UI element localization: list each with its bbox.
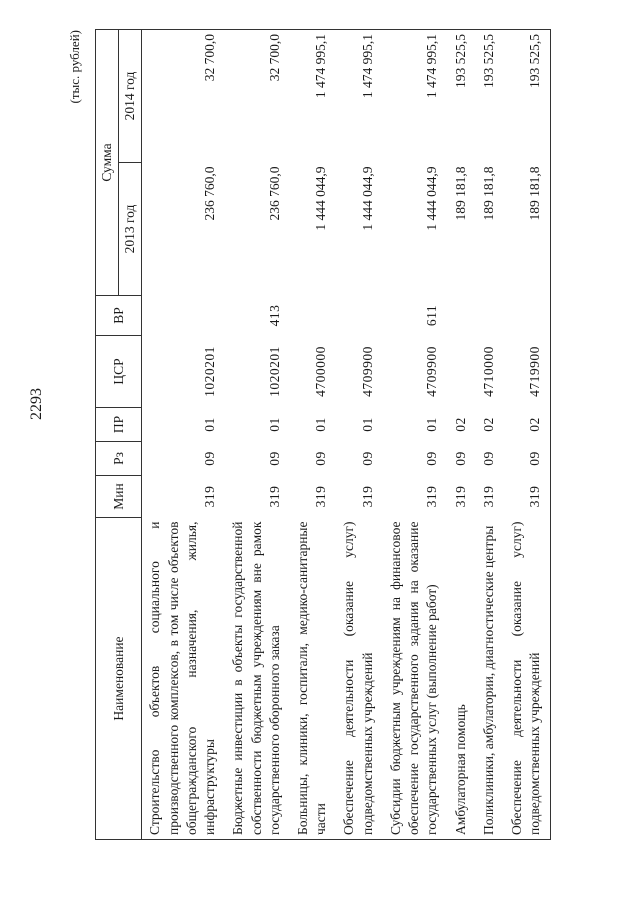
row-min: 319 [424, 485, 440, 508]
row-min: 319 [359, 485, 375, 508]
row-pr: 01 [313, 417, 329, 432]
row-pr: 02 [480, 417, 496, 432]
row-2014: 193 525,5 [448, 29, 476, 162]
row-name: Обеспечение деятельности (оказание услуг) подведомственных учреждений [504, 518, 551, 840]
row-2014: 1 474 995,1 [336, 29, 382, 162]
row-vr [290, 296, 336, 336]
row-csr [448, 336, 476, 408]
row-csr: 4710000 [480, 346, 496, 397]
row-2014: 1 474 995,1 [383, 29, 448, 162]
row-2013: 189 181,8 [452, 166, 468, 221]
rotated-document [67, 30, 545, 840]
header-pr: ПР [96, 408, 142, 442]
row-min: 319 [313, 485, 329, 508]
row-csr: 4700000 [313, 346, 329, 397]
row-2013: 1 444 044,9 [359, 166, 375, 231]
row-2014: 1 474 995,1 [290, 29, 336, 162]
row-vr [504, 296, 551, 336]
header-min: Мин [96, 476, 142, 518]
row-2013: 1 444 044,9 [313, 166, 329, 231]
row-pr: 02 [504, 408, 551, 442]
header-sum: Сумма [96, 29, 119, 295]
row-2013: 1 444 044,9 [424, 166, 440, 231]
row-min: 319 [266, 485, 282, 508]
row-name: Строительство объектов социального и производственного комплексов, в том числе объектов общегражданского назначения, жилья, инфраструктуры [142, 518, 225, 840]
row-csr: 1020201 [266, 346, 282, 397]
header-rz: Рз [96, 442, 142, 476]
row-rz: 09 [266, 451, 282, 466]
row-name: Обеспечение деятельности (оказание услуг) подведомственных учреждений [336, 518, 382, 840]
row-csr: 1020201 [202, 346, 218, 397]
row-2014: 193 525,5 [476, 29, 504, 162]
row-2013: 189 181,8 [504, 163, 551, 296]
table-row [336, 29, 382, 839]
row-name: Больницы, клиники, госпитали, медико-санитарные части [290, 518, 336, 840]
row-min: 319 [452, 485, 468, 508]
row-csr: 4709900 [424, 346, 440, 397]
row-name: Амбулаторная помощь [448, 518, 476, 840]
header-2013: 2013 год [119, 163, 142, 296]
row-pr: 01 [202, 417, 218, 432]
row-min: 319 [202, 485, 218, 508]
row-name: Бюджетные инвестиции в объекты государственной собственности бюджетным учреждениям вне рамок государственного оборонного заказа [225, 518, 290, 840]
row-pr: 01 [424, 417, 440, 432]
row-vr: 413 [266, 304, 282, 327]
row-rz: 09 [424, 451, 440, 466]
row-rz: 09 [202, 451, 218, 466]
table-row [142, 29, 225, 839]
row-pr: 01 [359, 417, 375, 432]
row-rz: 09 [504, 442, 551, 476]
table-row [383, 29, 448, 839]
budget-table [95, 29, 551, 840]
row-csr: 4709900 [359, 346, 375, 397]
table-row [225, 29, 290, 839]
row-name: Субсидии бюджетным учреждениям на финансовое обеспечение государственного задания на оказание государственных услуг (выполнение работ) [383, 518, 448, 840]
table-row [290, 29, 336, 839]
row-2013: 236 760,0 [202, 166, 218, 221]
row-2014: 32 700,0 [142, 29, 225, 162]
units-label: (тыс. рублей) [67, 30, 82, 104]
row-2013: 189 181,8 [480, 166, 496, 221]
header-name: Наименование [96, 518, 142, 840]
header-csr: ЦСР [96, 336, 142, 408]
row-vr [336, 296, 382, 336]
table-row [448, 29, 476, 839]
row-min: 319 [480, 485, 496, 508]
row-csr: 4719900 [504, 336, 551, 408]
row-2013: 236 760,0 [266, 166, 282, 221]
row-2014: 193 525,5 [504, 29, 551, 162]
header-vr: ВР [96, 296, 142, 336]
row-rz: 09 [480, 451, 496, 466]
row-vr [142, 296, 225, 336]
row-vr [448, 296, 476, 336]
row-rz: 09 [452, 451, 468, 466]
row-rz: 09 [313, 451, 329, 466]
table-row [504, 29, 551, 839]
table-row [476, 29, 504, 839]
row-2014: 32 700,0 [225, 29, 290, 162]
row-pr: 01 [266, 417, 282, 432]
row-vr [476, 296, 504, 336]
row-pr: 02 [452, 417, 468, 432]
row-rz: 09 [359, 451, 375, 466]
row-vr: 611 [424, 304, 440, 327]
header-2014: 2014 год [119, 29, 142, 162]
row-min: 319 [504, 476, 551, 518]
page-number: 2293 [28, 388, 45, 420]
row-name: Поликлиники, амбулатории, диагностические центры [476, 518, 504, 840]
